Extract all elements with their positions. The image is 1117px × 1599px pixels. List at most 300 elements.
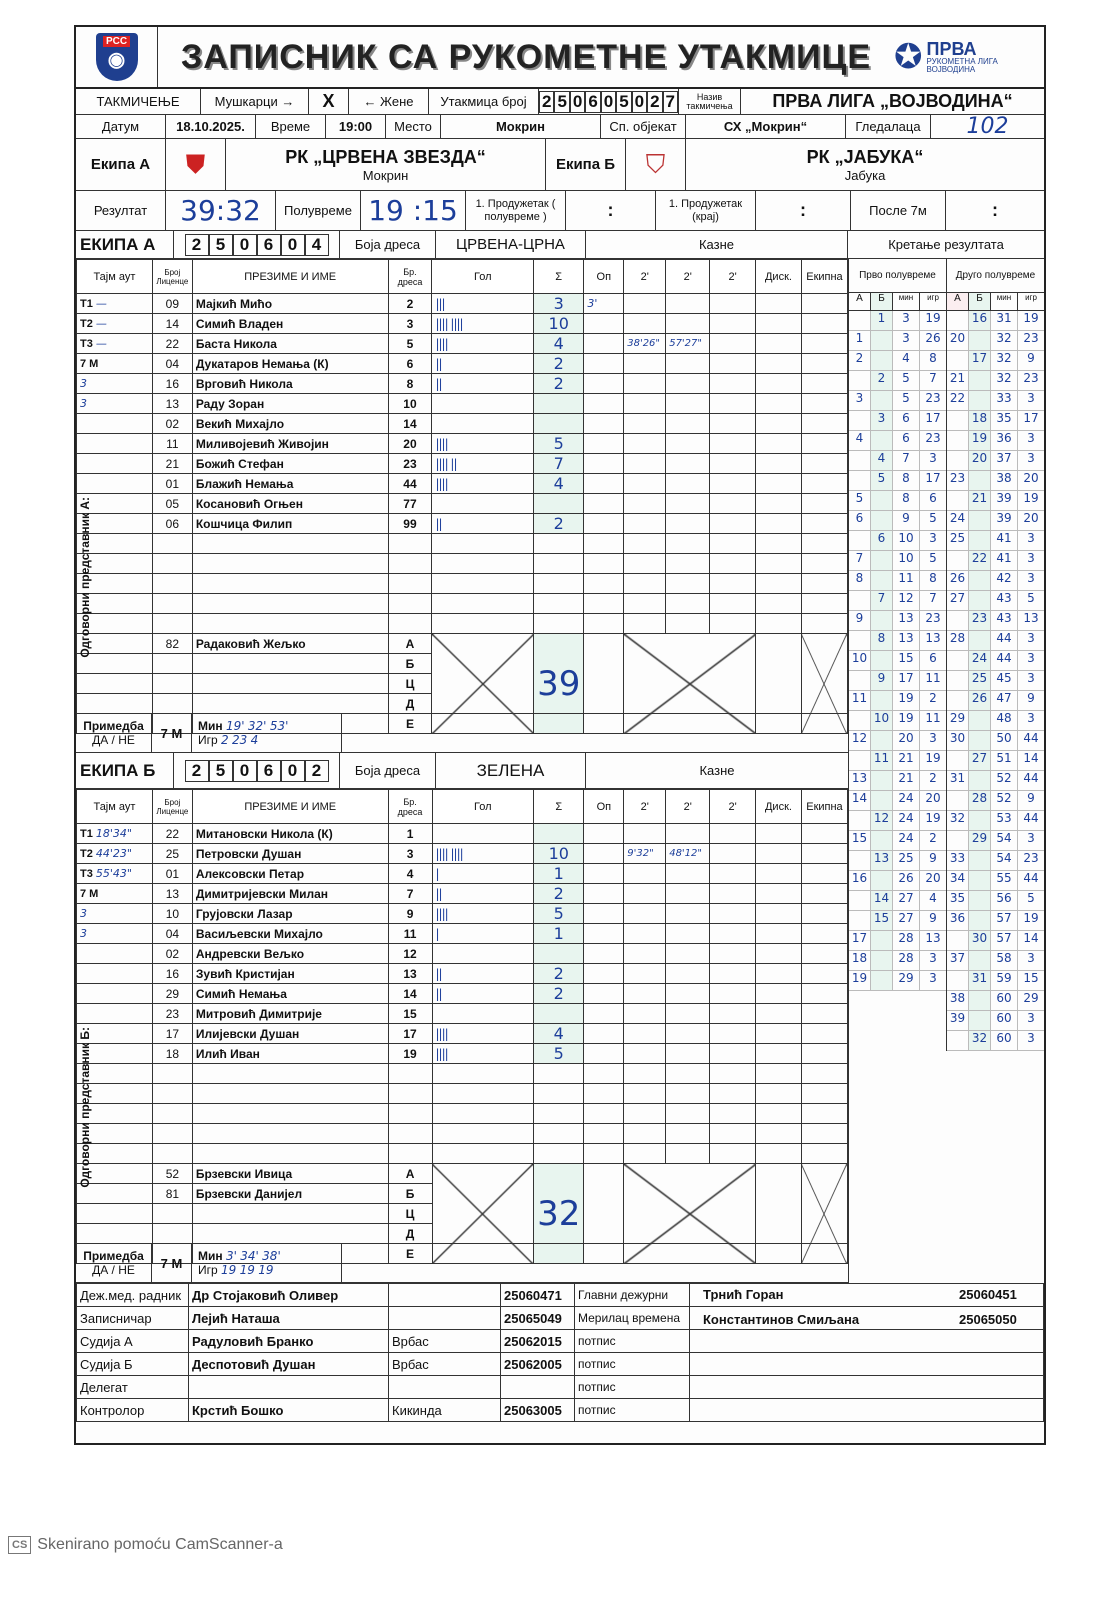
flow-row bbox=[849, 431, 946, 451]
flow-row bbox=[947, 351, 1044, 371]
ot1-end-value: : bbox=[756, 191, 851, 230]
player-name: Божић Стефан bbox=[192, 454, 388, 474]
team-a-jersey-label: Боја дреса bbox=[340, 231, 436, 258]
suspension-2 bbox=[666, 864, 710, 884]
flow-cell: 4 bbox=[849, 431, 871, 450]
flow-cell: 19 bbox=[925, 811, 941, 825]
official-role: Ц bbox=[388, 674, 432, 694]
official-license: 25062005 bbox=[501, 1353, 575, 1376]
official-sign-label: потпис bbox=[575, 1330, 690, 1353]
penalty-cell bbox=[801, 1044, 847, 1064]
flow-cell: 3 bbox=[1027, 451, 1035, 465]
suspension-2 bbox=[666, 1044, 710, 1064]
empty-row bbox=[77, 1084, 848, 1104]
flow-cell: 44 bbox=[1023, 871, 1039, 885]
flow-cell: 7 bbox=[871, 591, 893, 610]
warning-cell bbox=[584, 514, 624, 534]
flow-cell: 19 bbox=[1023, 311, 1039, 325]
after7m-label: После 7м bbox=[851, 191, 946, 230]
flow-cell: 5 bbox=[893, 371, 920, 390]
date-label: Датум bbox=[76, 115, 166, 138]
official-sign-label: потпис bbox=[575, 1399, 690, 1422]
flow-cell bbox=[947, 431, 969, 450]
flow-cell bbox=[871, 771, 893, 790]
flow-cell: 56 bbox=[991, 891, 1018, 910]
suspension-2 bbox=[666, 414, 710, 434]
ot1-half-label: 1. Продужетак ( полувреме ) bbox=[466, 191, 566, 230]
th-timeout: Тајм аут bbox=[77, 260, 153, 294]
flow-row bbox=[947, 891, 1044, 911]
flow-cell: 29 bbox=[1023, 991, 1039, 1005]
flow-row bbox=[849, 531, 946, 551]
player-name: Грујовски Лазар bbox=[192, 904, 388, 924]
official-city: Врбас bbox=[389, 1330, 501, 1353]
flow-cell bbox=[871, 391, 893, 410]
flow-cell: 23 bbox=[947, 471, 969, 490]
official-license bbox=[152, 654, 192, 674]
flow-cell: 3 bbox=[893, 311, 920, 330]
flow-cell bbox=[871, 791, 893, 810]
suspension-1 bbox=[624, 414, 666, 434]
goal-tally: |||| bbox=[432, 474, 534, 494]
team-a-code: 2 5 0 6 0 4 bbox=[174, 231, 340, 258]
suspension-1 bbox=[624, 984, 666, 1004]
goal-tally: |||| bbox=[432, 1024, 534, 1044]
suspension-1 bbox=[624, 1004, 666, 1024]
flow-cell: 6 bbox=[849, 511, 871, 530]
team-b-jersey: ЗЕЛЕНА bbox=[436, 753, 586, 788]
flow-cell bbox=[871, 491, 893, 510]
flow-row bbox=[947, 471, 1044, 491]
flow-cell: 8 bbox=[893, 471, 920, 490]
jersey-number: 9 bbox=[388, 904, 432, 924]
official-license bbox=[152, 694, 192, 714]
official-name: Крстић Бошко bbox=[189, 1399, 389, 1422]
th-op: Оп bbox=[584, 790, 624, 824]
flow-cell: 36 bbox=[991, 431, 1018, 450]
official-role: Е bbox=[388, 714, 432, 734]
flow-cell: 60 bbox=[991, 1011, 1018, 1030]
empty-row bbox=[77, 614, 848, 634]
goal-sum: 7 bbox=[534, 454, 584, 474]
flow-row bbox=[947, 531, 1044, 551]
timeout-cell: T3 55'43" bbox=[77, 864, 153, 884]
flow-cell: 9 bbox=[849, 611, 871, 630]
license-cell: 06 bbox=[152, 514, 192, 534]
player-name: Симић Немања bbox=[192, 984, 388, 1004]
goal-tally: || bbox=[432, 514, 534, 534]
match-no: 2 5 0 6 0 5 0 2 7 bbox=[539, 89, 679, 114]
flow-cell: 24 bbox=[969, 651, 991, 670]
goal-tally bbox=[432, 944, 534, 964]
official-license bbox=[152, 674, 192, 694]
flow-cell: 6 bbox=[929, 651, 937, 665]
penalty-cell bbox=[710, 984, 756, 1004]
flow-rows bbox=[849, 311, 1044, 1051]
flow-cell: 13 bbox=[925, 931, 941, 945]
flow-cell: 27 bbox=[947, 591, 969, 610]
license-cell: 18 bbox=[152, 1044, 192, 1064]
license-cell: 17 bbox=[152, 1024, 192, 1044]
comp-name: ПРВА ЛИГА „ВОЈВОДИНА“ bbox=[772, 91, 1013, 111]
th-sum: Σ bbox=[534, 790, 584, 824]
license-cell: 16 bbox=[152, 374, 192, 394]
flow-cell bbox=[969, 471, 991, 490]
th-name: ПРЕЗИМЕ И ИМЕ bbox=[192, 790, 388, 824]
flow-cell: 3 bbox=[1027, 651, 1035, 665]
suspension-1 bbox=[624, 884, 666, 904]
warning-cell bbox=[584, 904, 624, 924]
goal-sum bbox=[534, 414, 584, 434]
flow-row bbox=[849, 611, 946, 631]
flow-cell: 33 bbox=[947, 851, 969, 870]
flow-cell bbox=[969, 811, 991, 830]
player-name: Дукатаров Немања (К) bbox=[192, 354, 388, 374]
penalty-cell bbox=[710, 354, 756, 374]
goal-tally: || bbox=[432, 964, 534, 984]
suspension-2 bbox=[666, 294, 710, 314]
flow-row bbox=[849, 311, 946, 331]
flow-cell: 17 bbox=[925, 471, 941, 485]
flow-cell: 29 bbox=[969, 831, 991, 850]
official-name: Брзевски Данијел bbox=[192, 1184, 388, 1204]
timeout-cell: 3 bbox=[77, 924, 153, 944]
flow-cell bbox=[849, 531, 871, 550]
flow-cell: 37 bbox=[991, 451, 1018, 470]
official-license: 82 bbox=[152, 634, 192, 654]
flow-cell: 58 bbox=[991, 951, 1018, 970]
penalty-cell bbox=[801, 314, 847, 334]
title-row bbox=[76, 27, 1044, 89]
flow-row bbox=[849, 791, 946, 811]
suspension-1 bbox=[624, 514, 666, 534]
flow-row bbox=[849, 891, 946, 911]
flow-cell: 6 bbox=[893, 431, 920, 450]
penalty-cell bbox=[801, 394, 847, 414]
footer-text: Skenirano pomoću CamScanner-a bbox=[37, 1536, 283, 1553]
penalty-cell bbox=[756, 1044, 802, 1064]
flow-cell: 44 bbox=[991, 651, 1018, 670]
flow-row bbox=[947, 911, 1044, 931]
flow-cell: 43 bbox=[991, 591, 1018, 610]
team-b-jersey-label: Боја дреса bbox=[340, 753, 436, 788]
team-b-label: Екипа Б bbox=[546, 139, 626, 190]
flow-row bbox=[947, 691, 1044, 711]
warning-cell: 3' bbox=[584, 294, 624, 314]
jersey-number: 13 bbox=[388, 964, 432, 984]
flow-cell: 22 bbox=[947, 391, 969, 410]
official-sign-label: потпис bbox=[575, 1353, 690, 1376]
penalty-cell bbox=[710, 844, 756, 864]
flow-row bbox=[849, 351, 946, 371]
penalty-cell bbox=[710, 454, 756, 474]
flow-cell: 19 bbox=[969, 431, 991, 450]
flow-row bbox=[849, 911, 946, 931]
flow-cell: 9 bbox=[1027, 791, 1035, 805]
license-cell: 02 bbox=[152, 414, 192, 434]
flow-cell bbox=[871, 971, 893, 990]
player-row bbox=[77, 294, 848, 314]
flow-cell: 9 bbox=[929, 851, 937, 865]
flow-cell: 24 bbox=[893, 791, 920, 810]
flow-row bbox=[947, 591, 1044, 611]
th-sum: Σ bbox=[534, 260, 584, 294]
suspension-1 bbox=[624, 314, 666, 334]
flow-cell bbox=[849, 471, 871, 490]
timeout-cell: 3 bbox=[77, 394, 153, 414]
jersey-number: 12 bbox=[388, 944, 432, 964]
flow-row bbox=[849, 691, 946, 711]
flow-cell: 3 bbox=[1027, 831, 1035, 845]
flow-cell bbox=[849, 911, 871, 930]
license-cell: 11 bbox=[152, 434, 192, 454]
penalty-cell bbox=[801, 924, 847, 944]
flow-cell bbox=[947, 651, 969, 670]
flow-cell: 60 bbox=[991, 991, 1018, 1010]
flow-row bbox=[947, 511, 1044, 531]
player-row bbox=[77, 844, 848, 864]
empty-row bbox=[77, 1104, 848, 1124]
flow-cell: 44 bbox=[1023, 771, 1039, 785]
penalty-cell bbox=[756, 1004, 802, 1024]
flow-cell: 5 bbox=[1027, 891, 1035, 905]
goal-tally: | bbox=[432, 924, 534, 944]
penalty-cell bbox=[756, 864, 802, 884]
team-a-jersey: ЦРВЕНА-ЦРНА bbox=[436, 231, 586, 258]
penalty-cell bbox=[756, 414, 802, 434]
player-row bbox=[77, 414, 848, 434]
flow-row bbox=[849, 411, 946, 431]
flow-cell: 18 bbox=[849, 951, 871, 970]
player-row bbox=[77, 334, 848, 354]
ot1-end-label: 1. Продужетак (крај) bbox=[656, 191, 756, 230]
player-row bbox=[77, 454, 848, 474]
flow-cell: 54 bbox=[991, 831, 1018, 850]
flow-cell bbox=[969, 511, 991, 530]
flow-cell: 8 bbox=[929, 351, 937, 365]
suspension-2 bbox=[666, 964, 710, 984]
flow-cell: 20 bbox=[1023, 471, 1039, 485]
suspension-1 bbox=[624, 1024, 666, 1044]
license-cell: 21 bbox=[152, 454, 192, 474]
flow-cell bbox=[947, 1031, 969, 1050]
flow-cell: 6 bbox=[929, 491, 937, 505]
flow-cell bbox=[849, 311, 871, 330]
warning-cell bbox=[584, 884, 624, 904]
flow-cell bbox=[871, 331, 893, 350]
flow-cell: 3 bbox=[929, 451, 937, 465]
penalty-cell bbox=[756, 314, 802, 334]
flow-cell bbox=[969, 771, 991, 790]
flow-cell: 19 bbox=[925, 311, 941, 325]
penalty-cell bbox=[756, 964, 802, 984]
official-name: Радаковић Жељко bbox=[192, 634, 388, 654]
flow-cell: 15 bbox=[871, 911, 893, 930]
flow-cell bbox=[969, 371, 991, 390]
flow-cell: 45 bbox=[991, 671, 1018, 690]
flow-cell: 4 bbox=[871, 451, 893, 470]
penalty-cell bbox=[756, 394, 802, 414]
goal-tally bbox=[432, 414, 534, 434]
team-b-penalties-label: Казне bbox=[699, 763, 735, 778]
flow-cell: 31 bbox=[991, 311, 1018, 330]
flow-cell: 32 bbox=[991, 331, 1018, 350]
player-name: Раду Зоран bbox=[192, 394, 388, 414]
flow-cell: 9 bbox=[893, 511, 920, 530]
flow-cell: 12 bbox=[893, 591, 920, 610]
penalty-cell bbox=[801, 824, 847, 844]
flow-cell: 43 bbox=[991, 611, 1018, 630]
flow-cell: 19 bbox=[925, 751, 941, 765]
flow-cell bbox=[947, 931, 969, 950]
jersey-number: 17 bbox=[388, 1024, 432, 1044]
flow-cell: 24 bbox=[947, 511, 969, 530]
team-a-box bbox=[226, 139, 546, 190]
th-jersey: Бр. дреса bbox=[388, 260, 432, 294]
player-name: Митановски Никола (К) bbox=[192, 824, 388, 844]
empty-row bbox=[77, 574, 848, 594]
timeout-cell bbox=[77, 944, 153, 964]
suspension-1 bbox=[624, 434, 666, 454]
flow-cell: 3 bbox=[1027, 551, 1035, 565]
flow-row bbox=[947, 1031, 1044, 1051]
flow-cell: 2 bbox=[929, 691, 937, 705]
flow-cell: 12 bbox=[871, 811, 893, 830]
penalty-cell bbox=[710, 944, 756, 964]
timer-name: Константинов Смиљана bbox=[703, 1311, 860, 1327]
th-lic: Број Лиценце bbox=[152, 790, 192, 824]
women-label: ← Жене bbox=[349, 89, 429, 114]
flow-cell: 53 bbox=[991, 811, 1018, 830]
flow-cell: 26 bbox=[969, 691, 991, 710]
flow-cell: 55 bbox=[991, 871, 1018, 890]
flow-cell: 32 bbox=[991, 351, 1018, 370]
goal-tally: |||| bbox=[432, 434, 534, 454]
flow-cell: 1 bbox=[849, 331, 871, 350]
suspension-2 bbox=[666, 984, 710, 1004]
flow-cell bbox=[871, 431, 893, 450]
flow-cell: 12 bbox=[849, 731, 871, 750]
goal-tally: |||| bbox=[432, 1044, 534, 1064]
flow-cell bbox=[849, 811, 871, 830]
suspension-1 bbox=[624, 964, 666, 984]
flow-cell bbox=[969, 391, 991, 410]
penalty-cell bbox=[710, 1004, 756, 1024]
flow-cell bbox=[947, 751, 969, 770]
flow-cell bbox=[947, 831, 969, 850]
goal-sum: 4 bbox=[534, 334, 584, 354]
team-b-remark-row bbox=[76, 1243, 848, 1283]
penalty-cell bbox=[756, 514, 802, 534]
player-name: Мајкић Мићо bbox=[192, 294, 388, 314]
goal-tally: || bbox=[432, 984, 534, 1004]
player-row bbox=[77, 434, 848, 454]
goal-sum bbox=[534, 1004, 584, 1024]
goal-tally: |||| |||| bbox=[432, 314, 534, 334]
team-a-crest-icon: ⛊ bbox=[166, 139, 226, 190]
warning-cell bbox=[584, 354, 624, 374]
jersey-number: 10 bbox=[388, 394, 432, 414]
flow-cell: 25 bbox=[947, 531, 969, 550]
empty-row bbox=[77, 534, 848, 554]
flow-row bbox=[849, 871, 946, 891]
team-official-row bbox=[77, 634, 848, 654]
player-name: Симић Владен bbox=[192, 314, 388, 334]
flow-cell bbox=[849, 591, 871, 610]
team-a-city: Мокрин bbox=[362, 167, 409, 183]
th-2min-b: 2' bbox=[666, 790, 710, 824]
flow-cell: 39 bbox=[991, 491, 1018, 510]
team-a-label: Екипа А bbox=[76, 139, 166, 190]
penalty-cell bbox=[756, 334, 802, 354]
player-name: Зувић Кристијан bbox=[192, 964, 388, 984]
timeout-cell bbox=[77, 414, 153, 434]
flow-row bbox=[849, 451, 946, 471]
goal-sum bbox=[534, 494, 584, 514]
flow-cell: 23 bbox=[925, 391, 941, 405]
player-row bbox=[77, 1024, 848, 1044]
official-name bbox=[189, 1376, 389, 1399]
flow-row bbox=[947, 431, 1044, 451]
flow-cell bbox=[849, 371, 871, 390]
flow-cell: 44 bbox=[991, 631, 1018, 650]
suspension-2 bbox=[666, 474, 710, 494]
flow-cell bbox=[849, 891, 871, 910]
flow-cell: 30 bbox=[947, 731, 969, 750]
flow-cell: 7 bbox=[929, 591, 937, 605]
penalty-cell bbox=[710, 924, 756, 944]
team-a-players-table bbox=[76, 259, 848, 734]
flow-cell: 3 bbox=[929, 531, 937, 545]
jersey-number: 4 bbox=[388, 864, 432, 884]
suspension-2 bbox=[666, 1024, 710, 1044]
penalty-cell bbox=[710, 414, 756, 434]
jersey-number: 6 bbox=[388, 354, 432, 374]
th-goal: Гол bbox=[432, 260, 534, 294]
goal-sum: 1 bbox=[534, 924, 584, 944]
license-cell: 22 bbox=[152, 824, 192, 844]
flow-cell bbox=[871, 951, 893, 970]
flow-cell: 2 bbox=[929, 831, 937, 845]
flow-cell: 48 bbox=[991, 711, 1018, 730]
flow-cell: 13 bbox=[893, 611, 920, 630]
timeout-cell bbox=[77, 434, 153, 454]
flow-cell: 19 bbox=[893, 691, 920, 710]
team-b-players-table bbox=[76, 789, 848, 1264]
team-total: 32 bbox=[534, 1164, 584, 1264]
goal-tally: |||| bbox=[432, 334, 534, 354]
jersey-number: 77 bbox=[388, 494, 432, 514]
flow-cell: 20 bbox=[969, 451, 991, 470]
flow-cell bbox=[871, 571, 893, 590]
flow-row bbox=[849, 391, 946, 411]
goal-sum: 5 bbox=[534, 904, 584, 924]
suspension-1 bbox=[624, 494, 666, 514]
suspension-2 bbox=[666, 354, 710, 374]
flow-cell: 15 bbox=[1023, 971, 1039, 985]
flow-cell: 3 bbox=[1027, 631, 1035, 645]
license-cell: 01 bbox=[152, 474, 192, 494]
player-name: Васиљевски Михајло bbox=[192, 924, 388, 944]
flow-cell: 2 bbox=[849, 351, 871, 370]
official-role: А bbox=[388, 634, 432, 654]
official-name: Радуловић Бранко bbox=[189, 1330, 389, 1353]
flow-cell bbox=[871, 871, 893, 890]
player-name: Андревски Вељко bbox=[192, 944, 388, 964]
penalty-cell bbox=[801, 354, 847, 374]
flow-cell: 38 bbox=[947, 991, 969, 1010]
penalty-cell bbox=[756, 374, 802, 394]
